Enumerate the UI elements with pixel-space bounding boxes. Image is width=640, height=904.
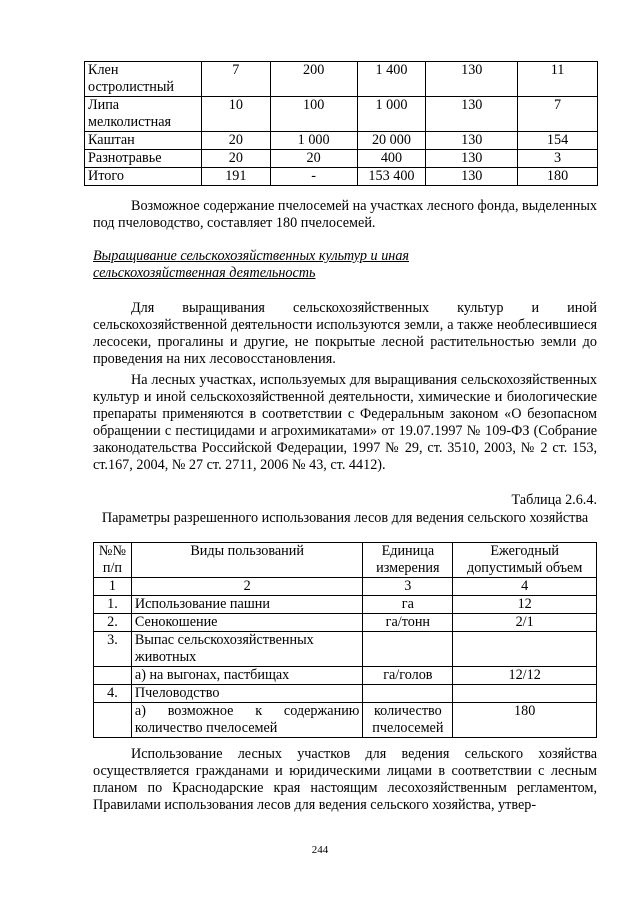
table-cell: 20 xyxy=(270,150,357,168)
use-type: а) возможное к содержанию количество пчелосемей xyxy=(131,703,363,738)
annual-volume: 12/12 xyxy=(453,667,597,685)
column-number: 4 xyxy=(453,578,597,596)
table-number: Таблица 2.6.4. xyxy=(511,492,597,508)
section-heading: Выращивание сельскохозяйственных культур и иная сельскохозяйственная деятельность xyxy=(93,248,410,281)
column-header: №№ п/п xyxy=(94,543,132,578)
table-row xyxy=(94,703,597,738)
table-row-total xyxy=(85,168,598,186)
table-cell: - xyxy=(270,168,357,186)
table-cell: 130 xyxy=(426,168,518,186)
use-type: Пчеловодство xyxy=(131,685,363,703)
table-cell: 1 000 xyxy=(270,132,357,150)
column-header: Виды пользований xyxy=(131,543,363,578)
use-type: Использование пашни xyxy=(131,596,363,614)
unit: га xyxy=(363,596,453,614)
annual-volume xyxy=(453,632,597,667)
column-number: 2 xyxy=(131,578,363,596)
table-row xyxy=(94,632,597,667)
table-cell: 7 xyxy=(518,97,598,132)
unit: га/тонн xyxy=(363,614,453,632)
plant-name: Разнотравье xyxy=(85,150,202,168)
annual-volume: 2/1 xyxy=(453,614,597,632)
table-cell: 130 xyxy=(426,97,518,132)
row-number xyxy=(94,703,132,738)
unit: га/голов xyxy=(363,667,453,685)
column-number: 3 xyxy=(363,578,453,596)
paragraph-beekeeping-capacity: Возможное содержание пчелосемей на участках лесного фонда, выделенных под пчеловодство, составляет 180 пчелосемей. xyxy=(93,198,597,231)
table-cell: 191 xyxy=(201,168,270,186)
annual-volume: 180 xyxy=(453,703,597,738)
bee-plants-table xyxy=(84,61,598,186)
table-cell: 130 xyxy=(426,150,518,168)
unit xyxy=(363,632,453,667)
plant-name: Итого xyxy=(85,168,202,186)
row-number: 1. xyxy=(94,596,132,614)
table-row xyxy=(85,132,598,150)
row-number: 4. xyxy=(94,685,132,703)
table-cell: 130 xyxy=(426,132,518,150)
column-header: Ежегодный допустимый объем xyxy=(453,543,597,578)
plant-name: Липа мелколистная xyxy=(85,97,202,132)
use-type: Сенокошение xyxy=(131,614,363,632)
table-cell: 7 xyxy=(201,62,270,97)
table-row xyxy=(94,596,597,614)
table-row xyxy=(94,685,597,703)
row-number xyxy=(94,667,132,685)
unit xyxy=(363,685,453,703)
table-row xyxy=(85,150,598,168)
column-header: Единица измерения xyxy=(363,543,453,578)
table-cell: 11 xyxy=(518,62,598,97)
table-cell: 100 xyxy=(270,97,357,132)
table-cell: 20 xyxy=(201,150,270,168)
table-cell: 20 000 xyxy=(357,132,426,150)
paragraph-agriculture-lands: Для выращивания сельскохозяйственных культур и иной сельскохозяйственной деятельности используются земли, а также необлесившиеся лесосеки, прогалины и другие, не покрытые лесной растительностью земли до проведения на них лесовосстановления. xyxy=(93,300,597,367)
column-number: 1 xyxy=(94,578,132,596)
column-number-row xyxy=(94,578,597,596)
table-row xyxy=(85,62,598,97)
table-cell: 130 xyxy=(426,62,518,97)
table-cell: 200 xyxy=(270,62,357,97)
table-cell: 154 xyxy=(518,132,598,150)
table-cell: 20 xyxy=(201,132,270,150)
plant-name: Клен остролистный xyxy=(85,62,202,97)
paragraph-forest-use: Использование лесных участков для ведения сельского хозяйства осуществляется гражданами и юридическими лицами в соответствии с лесным планом по Краснодарские края настоящим лесохозяйственным регламентом, Правилами использования лесов для ведения сельского хозяйства, утвер- xyxy=(93,746,597,813)
table-cell: 1 400 xyxy=(357,62,426,97)
table-caption: Параметры разрешенного использования лесов для ведения сельского хозяйства xyxy=(101,510,589,526)
table-header-row xyxy=(94,543,597,578)
table-cell: 180 xyxy=(518,168,598,186)
table-cell: 400 xyxy=(357,150,426,168)
table-row xyxy=(94,614,597,632)
annual-volume: 12 xyxy=(453,596,597,614)
use-type: а) на выгонах, пастбищах xyxy=(131,667,363,685)
paragraph-chemicals: На лесных участках, используемых для выращивания сельскохозяйственных культур и иной сельскохозяйственной деятельности, химические и биологические препараты применяются в соответствии с Федеральным законом «О безопасном обращении с пестицидами и агрохимикатами» от 19.07.1997 № 109-ФЗ (Собрание законодательства Российской Федерации, 1997 № 29, ст. 3510, 2003, № 2 ст. 153, ст.167, 2004, № 27 ст. 2711, 2006 № 43, ст. 4412). xyxy=(93,372,597,473)
agriculture-use-table xyxy=(93,542,597,738)
page-number: 244 xyxy=(311,844,329,856)
row-number: 2. xyxy=(94,614,132,632)
table-row xyxy=(94,667,597,685)
annual-volume xyxy=(453,685,597,703)
table-row xyxy=(85,97,598,132)
table-cell: 153 400 xyxy=(357,168,426,186)
use-type: Выпас сельскохозяйственных животных xyxy=(131,632,363,667)
table-cell: 1 000 xyxy=(357,97,426,132)
plant-name: Каштан xyxy=(85,132,202,150)
row-number: 3. xyxy=(94,632,132,667)
unit: количество пчелосемей xyxy=(363,703,453,738)
table-cell: 3 xyxy=(518,150,598,168)
table-cell: 10 xyxy=(201,97,270,132)
